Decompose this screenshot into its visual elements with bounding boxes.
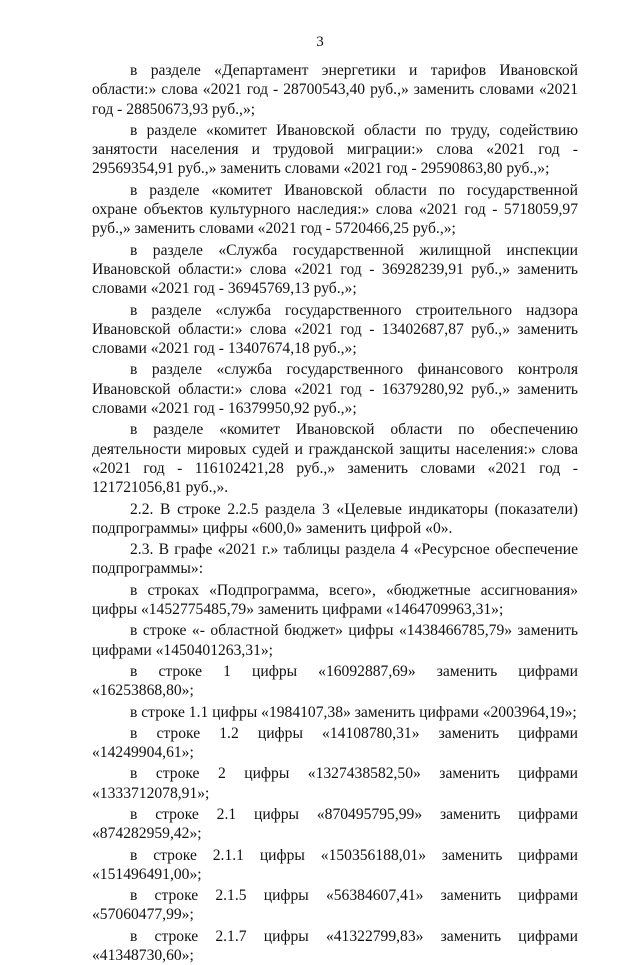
paragraph: в разделе «Департамент энергетики и тарифов Ивановской области:» слова «2021 год - 28700543,40 руб.,» заменить словами «2021 год - 28850673,93 руб.,»; (92, 62, 578, 118)
paragraph: в строке 2.1 цифры «870495795,99» заменить цифрами «874282959,42»; (92, 805, 578, 843)
paragraph: в строке 2.1.5 цифры «56384607,41» заменить цифрами «57060477,99»; (92, 887, 578, 924)
paragraph: в разделе «комитет Ивановской области по труду, содействию занятости населения и трудовой миграции:» слова «2021 год - 29569354,91 руб.,» заменить словами «2021 год - 29590863,80 руб.,»; (92, 121, 578, 178)
paragraph: в разделе «комитет Ивановской области по государственной охране объектов культурного наследия:» слова «2021 год - 5718059,97 руб.,» заменить словами «2021 год - 5720466,25 руб.,»; (92, 181, 578, 238)
page-number: 3 (316, 34, 324, 50)
paragraph: в строке 1.1 цифры «1984107,38» заменить цифрами «2003964,19»; (130, 703, 577, 721)
paragraph: в разделе «служба государственного строительного надзора Ивановской области:» слова «2021 год - 13402687,87 руб.,» заменить словами «2021 год - 13407674,18 руб.,»; (92, 301, 578, 358)
paragraph: в строке 2 цифры «1327438582,50» заменить цифрами «1333712078,91»; (92, 765, 578, 802)
paragraph: в строке 2.1.1 цифры «150356188,01» заменить цифрами «151496491,00»; (92, 846, 578, 883)
paragraph: в разделе «служба государственного финансового контроля Ивановской области:» слова «2021 год - 16379280,92 руб.,» заменить словами «2021 год - 16379950,92 руб.,»; (92, 361, 578, 418)
document-body (92, 61, 578, 965)
paragraph: в разделе «комитет Ивановской области по обеспечению деятельности мировых судей и гражданской защиты населения:» слова «2021 год - 116102421,28 руб.,» заменить словами «2021 год - 121721056,81 руб.,». (92, 421, 578, 497)
paragraph: в разделе «Служба государственной жилищной инспекции Ивановской области:» слова «2021 год - 36928239,91 руб.,» заменить словами «2021 год - 36945769,13 руб.,»; (92, 241, 578, 298)
paragraph: 2.2. В строке 2.2.5 раздела 3 «Целевые индикаторы (показатели) подпрограммы» цифры «600,0» заменить цифрой «0». (92, 500, 578, 537)
paragraph: в строке 1.2 цифры «14108780,31» заменить цифрами «14249904,61»; (92, 724, 578, 762)
paragraph: в строке 2.1.7 цифры «41322799,83» заменить цифрами «41348730,60»; (92, 927, 578, 965)
paragraph: в строках «Подпрограмма, всего», «бюджетные ассигнования» цифры «1452775485,79» заменить цифрами «1464709963,31»; (92, 581, 578, 619)
paragraph: в строке 1 цифры «16092887,69» заменить цифрами «16253868,80»; (92, 662, 578, 700)
paragraph: 2.3. В графе «2021 г.» таблицы раздела 4 «Ресурсное обеспечение подпрограммы»: (92, 541, 578, 578)
paragraph: в строке «- областной бюджет» цифры «1438466785,79» заменить цифрами «1450401263,31»; (92, 622, 578, 659)
